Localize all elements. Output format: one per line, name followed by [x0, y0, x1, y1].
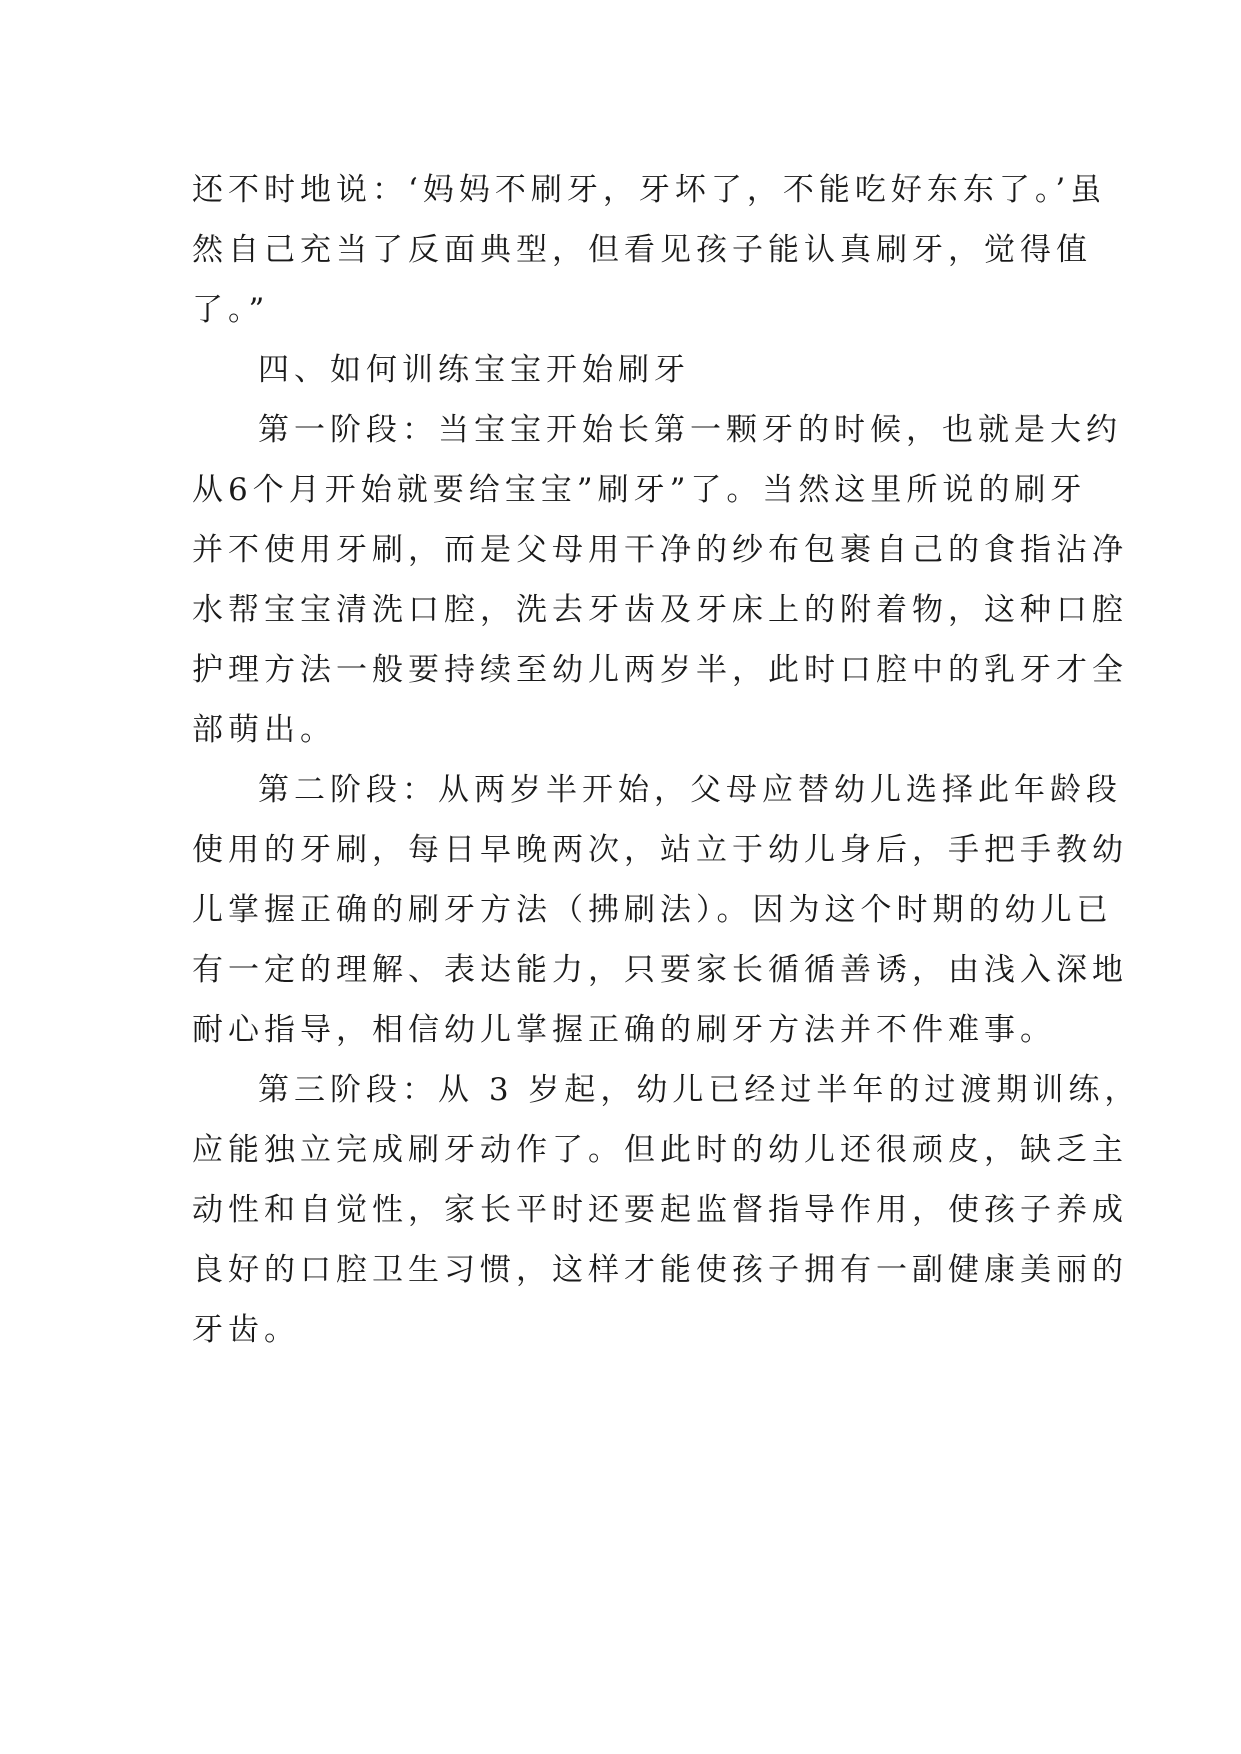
text-line: 使用的牙刷，每日早晚两次，站立于幼儿身后，手把手教幼 — [192, 832, 1128, 868]
text-line: 良好的口腔卫生习惯，这样才能使孩子拥有一副健康美丽的 — [192, 1252, 1128, 1288]
section-heading — [192, 340, 1062, 400]
text-line: 第一阶段：当宝宝开始长第一颗牙的时候，也就是大约 — [258, 412, 1122, 448]
document-body — [192, 160, 1141, 1360]
paragraph-stage-one — [192, 400, 1128, 760]
text-line: 从6个月开始就要给宝宝”刷牙”了。当然这里所说的刷牙 — [192, 472, 1087, 508]
text-line: 耐心指导，相信幼儿掌握正确的刷牙方法并不件难事。 — [192, 1012, 1056, 1048]
text-line: 部萌出。 — [192, 712, 336, 748]
text-line: 然自己充当了反面典型，但看见孩子能认真刷牙，觉得值 — [192, 232, 1092, 268]
text-line: 动性和自觉性，家长平时还要起监督指导作用，使孩子养成 — [192, 1192, 1128, 1228]
paragraph-stage-three — [192, 1060, 1141, 1360]
text-line: 还不时地说：‘妈妈不刷牙，牙坏了，不能吃好东东了。’虽 — [192, 172, 1107, 208]
text-line: 应能独立完成刷牙动作了。但此时的幼儿还很顽皮，缺乏主 — [192, 1132, 1128, 1168]
heading-text: 四、如何训练宝宝开始刷牙 — [258, 352, 690, 388]
text-line: 并不使用牙刷，而是父母用干净的纱布包裹自己的食指沾净 — [192, 532, 1128, 568]
text-line: 第三阶段：从 3 岁起，幼儿已经过半年的过渡期训练， — [258, 1072, 1141, 1108]
text-line: 护理方法一般要持续至幼儿两岁半，此时口腔中的乳牙才全 — [192, 652, 1128, 688]
paragraph-stage-two — [192, 760, 1128, 1060]
text-line: 第二阶段：从两岁半开始，父母应替幼儿选择此年龄段 — [258, 772, 1122, 808]
text-line: 水帮宝宝清洗口腔，洗去牙齿及牙床上的附着物，这种口腔 — [192, 592, 1128, 628]
paragraph-continuation — [192, 160, 1107, 340]
text-line: 了。” — [192, 292, 270, 328]
text-line: 儿掌握正确的刷牙方法（拂刷法）。因为这个时期的幼儿已 — [192, 892, 1113, 928]
text-line: 有一定的理解、表达能力，只要家长循循善诱，由浅入深地 — [192, 952, 1128, 988]
text-line: 牙齿。 — [192, 1312, 300, 1348]
